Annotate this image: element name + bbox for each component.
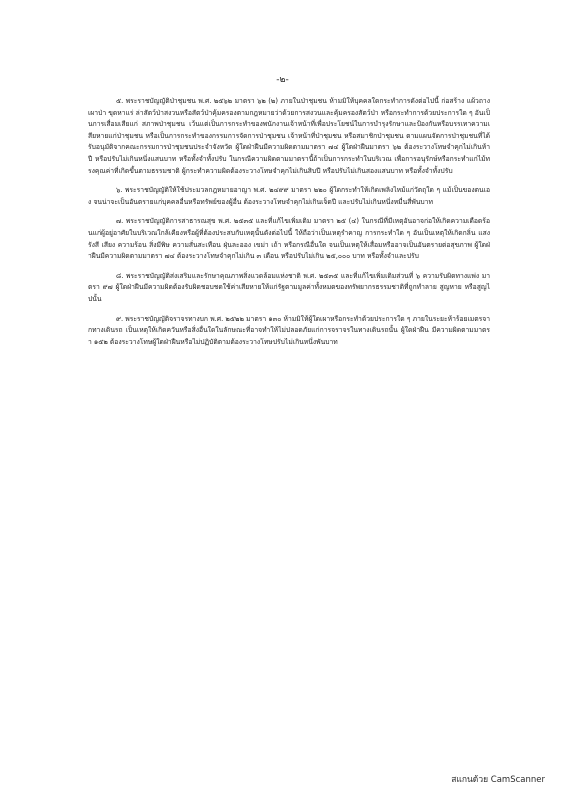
paragraph-section-9: ๙. พระราชบัญญัติจราจรทางบก พ.ศ. ๒๕๒๒ มาตรา ๑๓๐ ห้ามมิให้ผู้ใดเผาหรือกระทำด้วยประการใด ๆ ภายในระยะห้าร้อยเมตรจากทางเดินรถ เป็นเหตุให้เกิดควันหรือสิ่งอื่นใดในลักษณะที่อาจทำให้ไม่ปลอดภัยแก่การจราจรในทางเดินรถนั้น ผู้ใดฝ่าฝืน มีความผิดตามมาตรา ๑๕๒ ต้องระวางโทษผู้ใดฝ่าฝืนหรือไม่ปฏิบัติตามต้องระวางโทษปรับไม่เกินหนึ่งพันบาท xyxy=(88,314,490,346)
paragraph-section-5: ๕. พระราชบัญญัติป่าชุมชน พ.ศ. ๒๕๖๒ มาตรา ๖๒ (๒) ภายในป่าชุมชน ห้ามมิให้บุคคลใดกระทำการดังต่อไปนี้ ก่อสร้าง แผ้วถาง เผาป่า ขุดหาแร่ ล่าสัตว์ป่าสงวนหรือสัตว์ป่าคุ้มครองตามกฎหมายว่าด้วยการสงวนและคุ้มครองสัตว์ป่า หรือกระทำการด้วยประการใด ๆ อันเป็นการเสื่อมเสียแก่ สภาพป่าชุมชน เว้นแต่เป็นการกระทำของพนักงานเจ้าหน้าที่เพื่อประโยชน์ในการบำรุงรักษาและป้องกันหรือบรรเทาความเสียหายแก่ป่าชุมชน หรือเป็นการกระทำของกรรมการจัดการป่าชุมชน เจ้าหน้าที่ป่าชุมชน หรือสมาชิกป่าชุมชน ตามแผนจัดการป่าชุมชนที่ได้รับอนุมัติจากคณะกรรมการป่าชุมชนประจำจังหวัด ผู้ใดฝ่าฝืนมีความผิดตามมาตรา ๗๔ ผู้ใดฝ่าฝืนมาตรา ๖๒ ต้องระวางโทษจำคุกไม่เกินห้าปี หรือปรับไม่เกินหนึ่งแสนบาท หรือทั้งจำทั้งปรับ ในกรณีความผิดตามมาตรานี้ถ้าเป็นการกระทำในบริเวณ เพื่อการอนุรักษ์หรือกระทำแก่ไม้ทรงคุณค่าที่เกิดขึ้นตามธรรมชาติ ผู้กระทำความผิดต้องระวางโทษจำคุกไม่เกินสิบปี หรือปรับไม่เกินสองแสนบาท หรือทั้งจำทั้งปรับ xyxy=(88,97,490,175)
scanner-watermark: สแกนด้วย CamScanner xyxy=(451,775,545,785)
paragraph-section-6: ๖. พระราชบัญญัติให้ใช้ประมวลกฎหมายอาญา พ.ศ. ๒๔๙๙ มาตรา ๒๒๐ ผู้ใดกระทำให้เกิดเพลิงไหม้แก่วัตถุใด ๆ แม้เป็นของตนเอง จนน่าจะเป็นอันตรายแก่บุคคลอื่นหรือทรัพย์ของผู้อื่น ต้องระวางโทษจำคุกไม่เกินเจ็ดปี และปรับไม่เกินหนึ่งหมื่นสี่พันบาท xyxy=(88,186,490,206)
paragraph-section-8: ๘. พระราชบัญญัติส่งเสริมและรักษาคุณภาพสิ่งแวดล้อมแห่งชาติ พ.ศ. ๒๕๓๕ และที่แก้ไขเพิ่มเติมส่วนที่ ๖ ความรับผิดทางแพ่ง มาตรา ๙๗ ผู้ใดฝ่าฝืนมีความผิดต้องรับผิดชอบชดใช้ค่าเสียหายให้แก่รัฐตามมูลค่าทั้งหมดของทรัพยากรธรรมชาติที่ถูกทำลาย สูญหาย หรือสูญไปนั้น xyxy=(88,271,490,303)
page-number: -๒- xyxy=(276,75,289,85)
document-body xyxy=(88,96,490,356)
paragraph-section-7: ๗. พระราชบัญญัติการสาธารณสุข พ.ศ. ๒๕๓๕ และที่แก้ไขเพิ่มเติม มาตรา ๒๕ (๔) ในกรณีที่มีเหตุอันอาจก่อให้เกิดความเดือดร้อนแก่ผู้อยู่อาศัยในบริเวณใกล้เคียงหรือผู้ที่ต้องประสบกับเหตุนั้นดังต่อไปนี้ ให้ถือว่าเป็นเหตุรำคาญ การกระทำใด ๆ อันเป็นเหตุให้เกิดกลิ่น แสง รังสี เสียง ความร้อน สิ่งมีพิษ ความสั่นสะเทือน ฝุ่นละออง เขม่า เถ้า หรือกรณีอื่นใด จนเป็นเหตุให้เสื่อมหรืออาจเป็นอันตรายต่อสุขภาพ ผู้ใดฝ่าฝืนมีความผิดตามมาตรา ๗๔ ต้องระวางโทษจำคุกไม่เกิน ๓ เดือน หรือปรับไม่เกิน ๒๕,๐๐๐ บาท หรือทั้งจำและปรับ xyxy=(88,217,490,261)
